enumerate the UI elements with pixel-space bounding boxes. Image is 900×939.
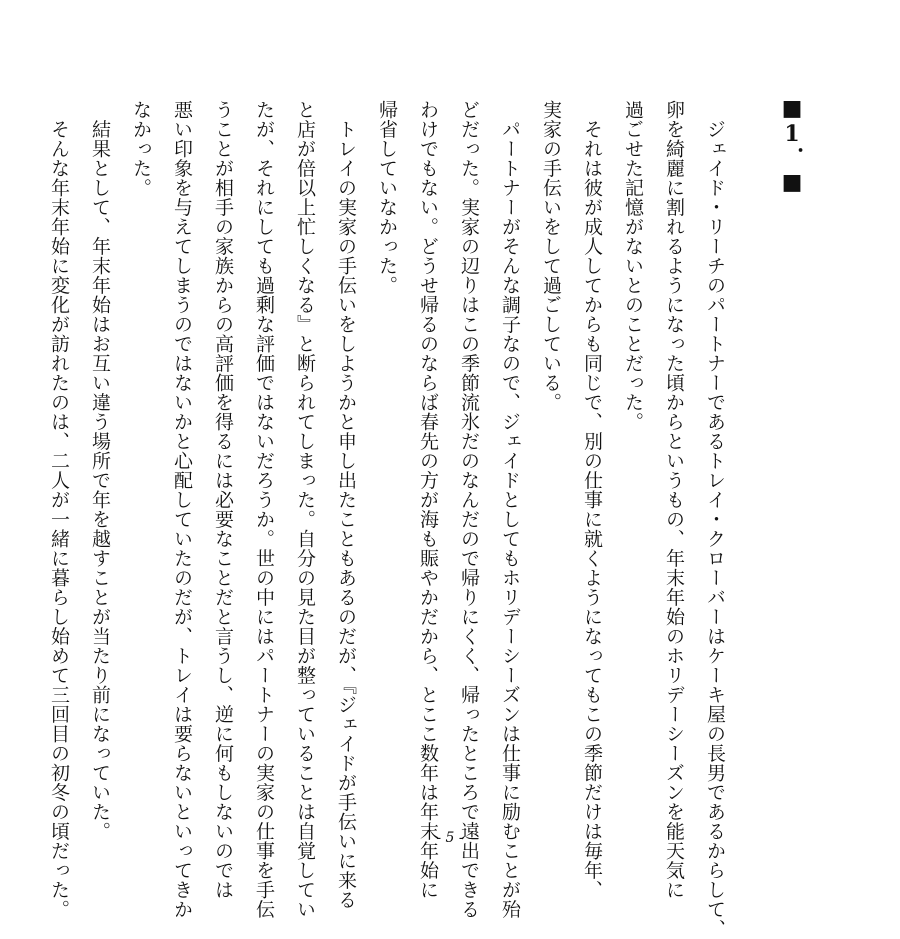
text-line: わけでもない。どうせ帰るのならば春先の方が海も賑やかだから、とここ数年は年末年始に — [417, 100, 439, 900]
text-line: 過ごせた記憶がないとのことだった。 — [622, 100, 644, 432]
text-line: パートナーがそんな調子なので、ジェイドとしてもホリデーシーズンは仕事に励むことが殆 — [499, 100, 521, 919]
text-line: たが、それにしても過剰な評価ではないだろうか。世の中にはパートナーの実家の仕事を手伝 — [253, 100, 275, 919]
text-line: トレイの実家の手伝いをしようかと申し出たこともあるのだが、『ジェイドが手伝いに来る — [335, 100, 357, 910]
text-line: 卵を綺麗に割れるようになった頃からというもの、年末年始のホリデーシーズンを能天気に — [663, 100, 685, 900]
text-line: それは彼が成人してからも同じで、別の仕事に就くようになってもこの季節だけは毎年、 — [581, 100, 603, 900]
text-line: 実家の手伝いをして過ごしている。 — [540, 100, 562, 412]
text-line: 結果として、年末年始はお互い違う場所で年を越すことが当たり前になっていた。 — [89, 100, 111, 841]
text-line: どだった。実家の辺りはこの季節流氷だのなんだので帰りにくく、帰ったところで遠出できる — [458, 100, 480, 919]
text-line: なかった。 — [130, 100, 152, 198]
text-line: 悪い印象を与えてしまうのではないかと心配していたのだが、トレイは要らないといってきか — [171, 100, 193, 919]
text-line: うことが相手の家族からの高評価を得るには必要なことだと言うし、逆に何もしないのでは — [212, 100, 234, 900]
text-line: 帰省していなかった。 — [376, 100, 398, 295]
page-number: - 5 - — [436, 830, 464, 846]
text-line: そんな年末年始に変化が訪れたのは、二人が一緒に暮らし始めて三回目の初冬の頃だった。 — [48, 100, 70, 919]
text-line: と店が倍以上忙しくなる』と断られてしまった。自分の見た目が整っていることは自覚してい — [294, 100, 316, 919]
text-line: ジェイド・リーチのパートナーであるトレイ・クローバーはケーキ屋の長男であるからして、 — [704, 100, 726, 939]
chapter-heading: ■1．■ — [779, 95, 805, 195]
